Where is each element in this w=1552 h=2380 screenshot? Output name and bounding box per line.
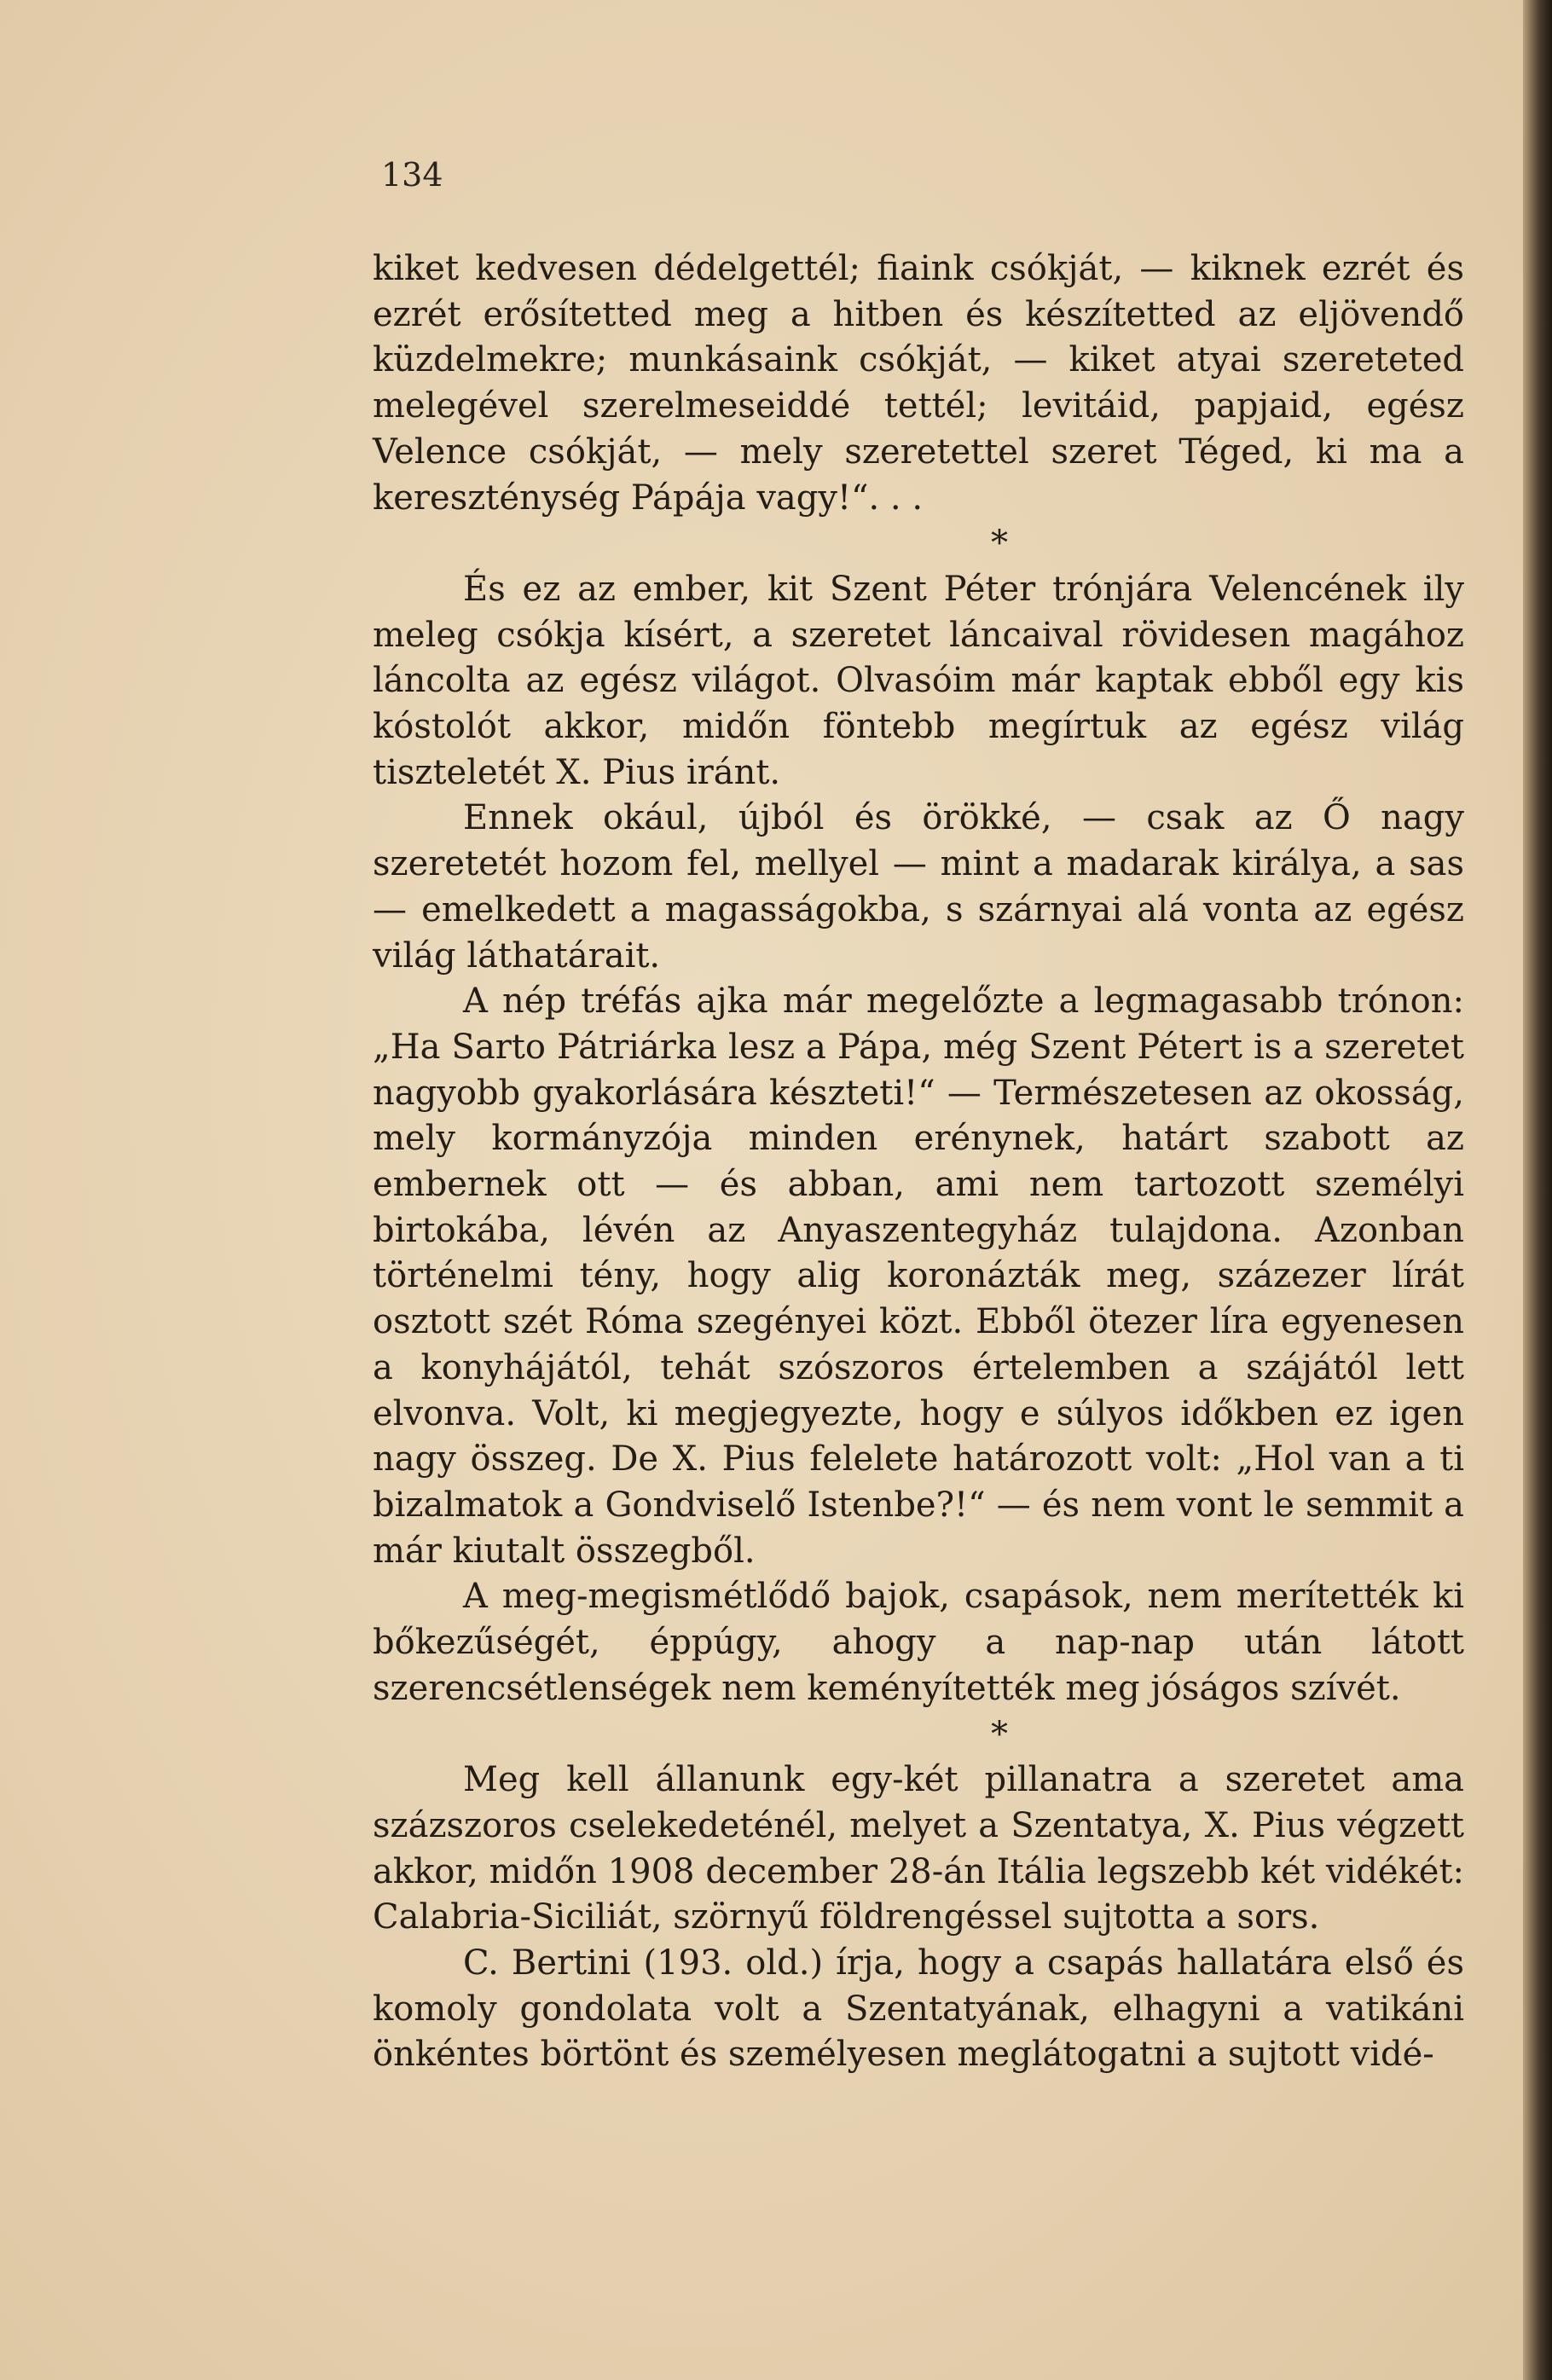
body-text: [373, 246, 1464, 2078]
paragraph: A meg-megismétlődő bajok, csapások, nem merítették ki bőkezűségét, éppúgy, ahogy a nap-nap után látott szerencsétlenségek nem keményítették meg jóságos szívét.: [373, 1577, 1464, 1708]
paragraph: C. Bertini (193. old.) írja, hogy a csapás hallatára első és komoly gondolata volt a Szentatyának, elhagyni a vatikáni önkéntes börtönt és személyesen meglátogatni a sujtott vidé-: [373, 1943, 1464, 2075]
section-separator: *: [991, 1714, 1008, 1754]
paragraph: kiket kedvesen dédelgettél; fiaink csókját, — kiknek ezrét és ezrét erősítetted meg a hitben és készítetted az eljövendő küzdelmekre; munkásaink csókját, — kiket atyai szereteted melegével szerelmeseiddé tettél; levitáid, papjaid, egész Velence csókját, — mely szeretettel szeret Téged, ki ma a kereszténység Pápája vagy!“. . .: [373, 249, 1464, 518]
paragraph: Ennek okául, újból és örökké, — csak az Ő nagy szeretetét hozom fel, mellyel — mint a madarak királya, a sas — emelkedett a magasságokba, s szárnyai alá vonta az egész világ láthatárait.: [373, 798, 1464, 976]
page-number: 134: [381, 156, 443, 194]
book-spine-shadow: [1523, 0, 1552, 2380]
section-separator: *: [991, 524, 1008, 564]
paragraph: Meg kell állanunk egy-két pillanatra a szeretet ama százszoros cselekedeténél, melyet a Szentatya, X. Pius végzett akkor, midőn 1908 december 28-án Itália legszebb két vidékét: Calabria-Siciliát, szörnyű földrengéssel sujtotta a sors.: [373, 1760, 1464, 1937]
paragraph: A nép tréfás ajka már megelőzte a legmagasabb trónon: „Ha Sarto Pátriárka lesz a Pápa, még Szent Pétert is a szeretet nagyobb gyakorlására készteti!“ — Természetesen az okosság, mely kormányzója minden erénynek, határt szabott az embernek ott — és abban, ami nem tartozott személyi birtokába, lévén az Anyaszentegyház tulajdona. Azonban történelmi tény, hogy alig koronázták meg, százezer lírát osztott szét Róma szegényei közt. Ebből ötezer líra egyenesen a konyhájától, tehát szószoros értelemben a szájától lett elvonva. Volt, ki megjegyezte, hogy e súlyos időkben ez igen nagy összeg. De X. Pius felelete határozott volt: „Hol van a ti bizalmatok a Gondviselő Istenbe?!“ — és nem vont le semmit a már kiutalt összegből.: [373, 982, 1464, 1571]
paragraph: És ez az ember, kit Szent Péter trónjára Velencének ily meleg csókja kísért, a szeretet láncaival rövidesen magához láncolta az egész világot. Olvasóim már kaptak ebből egy kis kóstolót akkor, midőn föntebb megírtuk az egész világ tiszteletét X. Pius iránt.: [373, 569, 1464, 792]
